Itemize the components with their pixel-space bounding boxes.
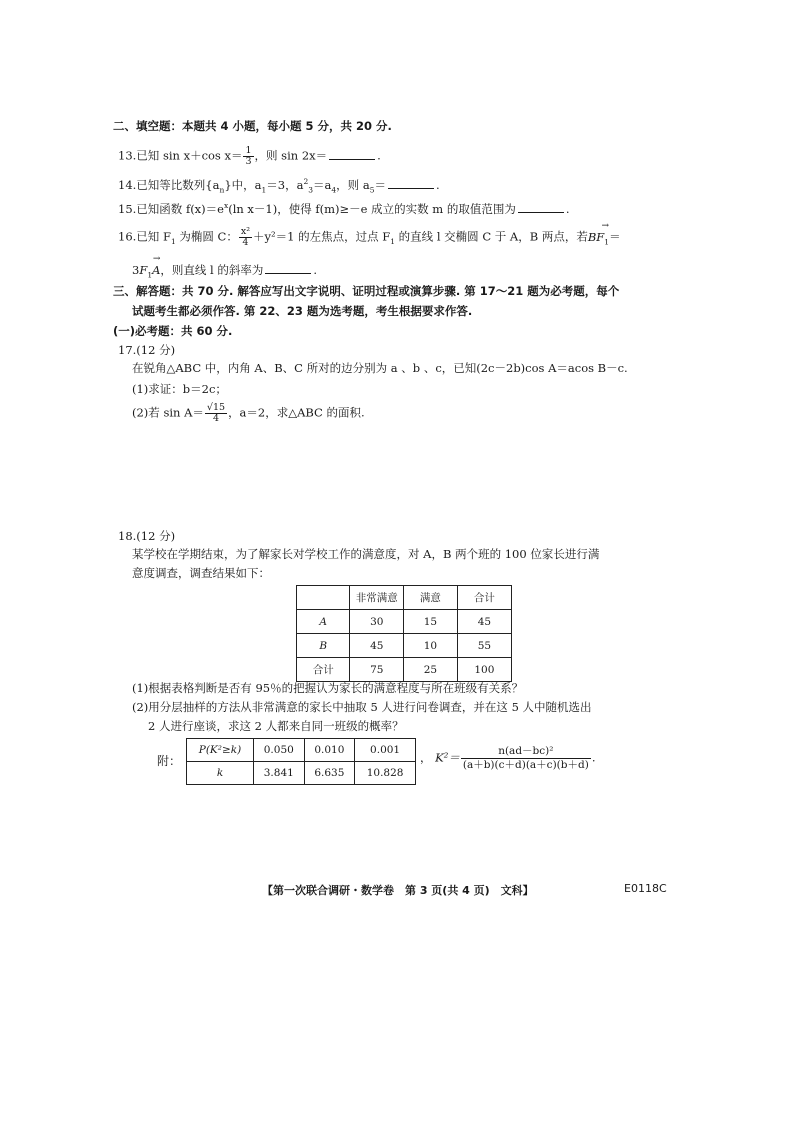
question-17-title: 17.(12 分) [118,343,176,357]
question-13: 13.已知 sin x＋cos x＝ $\frac{1}{3}$ ，则 sin 2x＝ . [118,145,381,167]
table-cell: 10 [404,634,458,658]
fraction: $\frac{\text{x²}}{4}$ [240,226,251,248]
table-cell: 45 [350,634,404,658]
table-cell: 合计 [297,658,350,682]
table-cell: 55 [457,634,511,658]
table-cell: 0.010 [304,739,355,762]
table-cell: 100 [457,658,511,682]
answer-blank[interactable] [265,263,311,274]
answer-blank[interactable] [329,149,375,160]
question-17-stem: 在锐角△ABC 中，内角 A、B、C 所对的边分别为 a 、b 、c，已知(2c－2b)cos A＝acos B－c. [132,361,628,375]
vector-bf1: → $BF_1$ [588,230,609,246]
table-cell: P(K²≥k) [187,739,254,762]
vector-f1a: → $F_1A$ [139,263,160,279]
table-row [187,739,416,762]
appendix-label: 附： [157,754,182,768]
section-3-line-1: 三、解答题：共 70 分. 解答应写出文字说明、证明过程或演算步骤. 第 17～21 题为必考题，每个 [113,284,620,298]
question-18-stem-1: 某学校在学期结束，为了解家长对学校工作的满意度，对 A，B 两个班的 100 位家长进行满 [132,547,600,561]
table-cell: 45 [457,610,511,634]
satisfaction-table [296,585,512,682]
footer-code: E0118C [624,882,667,895]
table-cell: 10.828 [355,762,416,785]
fraction: $\frac{\text{n(ad－bc)²}}{(a+b)(c+d)(a+c)(b+d)}$ [462,745,589,771]
fraction: $\frac{1}{3}$ [245,145,252,167]
question-17-part-2: (2)若 sin A＝ $\frac{√15}{4}$ ，a＝2，求△ABC 的面积. [132,402,365,424]
question-18-part-2-line-1: (2)用分层抽样的方法从非常满意的家长中抽取 5 人进行问卷调查，并在这 5 人中随机选出 [132,700,592,714]
question-17-part-1: (1)求证：b＝2c； [132,382,227,396]
critical-value-table [186,738,416,785]
table-row [297,634,512,658]
table-cell: 30 [350,610,404,634]
question-14: 14.已知等比数列$\{a_n\}$中，$a_1=3$，$a^2_3=a_4$，则 $a_5=$ . [118,177,440,195]
table-header-cell [297,586,350,610]
answer-blank[interactable] [388,178,434,189]
table-header-cell: 满意 [404,586,458,610]
question-18-part-1: (1)根据表格判断是否有 95％的把握认为家长的满意程度与所在班级有关系？ [132,681,524,695]
table-row [297,610,512,634]
answer-blank[interactable] [518,202,564,213]
question-18-part-2-line-2: 2 人进行座谈，求这 2 人都来自同一班级的概率？ [148,719,404,733]
footer-page-info: 【第一次联合调研・数学卷 第 3 页(共 4 页) 文科】 [262,884,534,897]
table-cell: 15 [404,610,458,634]
question-18-stem-2: 意度调查，调查结果如下： [132,566,270,580]
question-16-line-1: 16.已知 $F_1$ 为椭圆 C： $\frac{\text{x²}}{4}$ ＋y²＝1 的左焦点，过点 $F_1$ 的直线 l 交椭圆 C 于 A，B 两点，若→ $BF_1=$ [118,227,621,248]
table-cell: 0.001 [355,739,416,762]
table-row [187,762,416,785]
table-header-row [297,586,512,610]
table-cell: 25 [404,658,458,682]
table-row [297,658,512,682]
table-cell: B [297,634,350,658]
question-15: 15.已知函数 $f(x)=e^x(\ln$ x－1)，使得 f(m)≥－e 成立的实数 m 的取值范围为 . [118,201,570,216]
fraction: $\frac{√15}{4}$ [206,402,226,424]
section-3-line-2: 试题考生都必须作答. 第 22、23 题为选考题，考生根据要求作答. [132,304,473,318]
table-cell: k [187,762,254,785]
section-2-heading: 二、填空题：本题共 4 小题，每小题 5 分，共 20 分. [113,119,392,133]
table-cell: 75 [350,658,404,682]
chi-square-formula: ， K²＝ $\frac{\text{n(ad－bc)²}}{(a+b)(c+d)(a+c)(b+d)}$ . [420,745,596,771]
table-header-cell: 非常满意 [350,586,404,610]
table-cell: 6.635 [304,762,355,785]
required-section-heading: (一)必考题：共 60 分. [113,324,233,338]
table-cell: A [297,610,350,634]
question-16-line-2: $3\to F_1A$，则直线 l 的斜率为 . [132,262,317,279]
table-cell: 0.050 [254,739,305,762]
table-cell: 3.841 [254,762,305,785]
question-18-title: 18.(12 分) [118,529,176,543]
table-header-cell: 合计 [457,586,511,610]
